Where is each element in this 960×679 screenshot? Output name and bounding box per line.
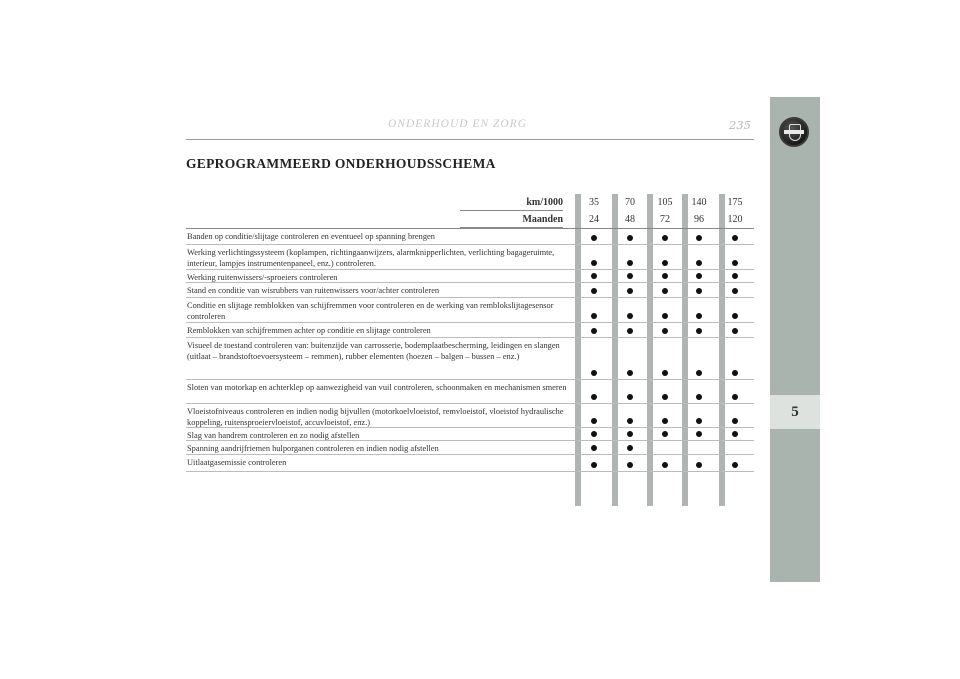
logo-bar — [784, 130, 804, 134]
check-dot-icon — [662, 260, 668, 266]
months-header-value: 48 — [625, 214, 635, 225]
check-dot-icon — [591, 431, 597, 437]
check-dot-icon — [627, 431, 633, 437]
row-description: Werking ruitenwissers/-sproeiers controleren — [187, 273, 338, 282]
table-row — [186, 380, 754, 404]
check-dot-icon — [627, 445, 633, 451]
check-dot-icon — [732, 431, 738, 437]
check-dot-icon — [732, 235, 738, 241]
check-dot-icon — [591, 235, 597, 241]
check-dot-icon — [732, 288, 738, 294]
check-dot-icon — [696, 235, 702, 241]
row-description: Sloten van motorkap en achterklep op aanwezigheid van vuil controleren, schoonmaken en mechanismen smeren — [187, 383, 567, 392]
check-dot-icon — [591, 288, 597, 294]
months-header-value: 24 — [589, 214, 599, 225]
check-dot-icon — [627, 288, 633, 294]
check-dot-icon — [591, 370, 597, 376]
header-rule — [186, 139, 754, 140]
row-description: Banden op conditie/slijtage controleren en eventueel op spanning brengen — [187, 232, 435, 241]
check-dot-icon — [591, 418, 597, 424]
row-description: Remblokken van schijfremmen achter op conditie en slijtage controleren — [187, 326, 431, 335]
chapter-tab-number: 5 — [791, 404, 799, 420]
check-dot-icon — [662, 288, 668, 294]
check-dot-icon — [662, 394, 668, 400]
page-number: 235 — [729, 118, 751, 132]
check-dot-icon — [732, 313, 738, 319]
row-description: Stand en conditie van wisrubbers van ruitenwissers voor/achter controleren — [187, 286, 440, 295]
table-row — [186, 283, 754, 298]
table-row — [186, 441, 754, 455]
check-dot-icon — [627, 313, 633, 319]
check-dot-icon — [591, 394, 597, 400]
check-dot-icon — [696, 273, 702, 279]
table-row — [186, 323, 754, 338]
table-row — [186, 245, 754, 270]
table-row — [186, 229, 754, 245]
check-dot-icon — [696, 370, 702, 376]
row-description: Slag van handrem controleren en zo nodig afstellen — [187, 431, 360, 440]
check-dot-icon — [591, 462, 597, 468]
check-dot-icon — [732, 260, 738, 266]
km-header-value: 140 — [691, 197, 707, 208]
check-dot-icon — [696, 394, 702, 400]
lancia-logo-icon — [779, 117, 809, 147]
months-header-value: 120 — [727, 214, 743, 225]
chapter-tab[interactable] — [770, 395, 820, 429]
check-dot-icon — [591, 445, 597, 451]
check-dot-icon — [627, 328, 633, 334]
table-row — [186, 270, 754, 283]
check-dot-icon — [696, 313, 702, 319]
check-dot-icon — [696, 288, 702, 294]
check-dot-icon — [627, 235, 633, 241]
row-description: Conditie en slijtage remblokken van schijfremmen voor controleren en de werking van remblokslijtagesensor controleren — [187, 301, 554, 321]
km-header-value: 35 — [589, 197, 599, 208]
check-dot-icon — [732, 418, 738, 424]
km-header-label: km/1000 — [526, 197, 563, 208]
check-dot-icon — [662, 418, 668, 424]
check-dot-icon — [591, 313, 597, 319]
table-row — [186, 428, 754, 441]
table-row — [186, 298, 754, 323]
check-dot-icon — [662, 462, 668, 468]
check-dot-icon — [696, 418, 702, 424]
check-dot-icon — [627, 462, 633, 468]
km-header — [186, 194, 754, 211]
check-dot-icon — [732, 462, 738, 468]
check-dot-icon — [732, 273, 738, 279]
row-description: Uitlaatgasemissie controleren — [187, 458, 287, 467]
check-dot-icon — [696, 328, 702, 334]
check-dot-icon — [627, 394, 633, 400]
check-dot-icon — [662, 235, 668, 241]
check-dot-icon — [662, 328, 668, 334]
check-dot-icon — [662, 313, 668, 319]
km-header-value: 105 — [657, 197, 673, 208]
check-dot-icon — [627, 370, 633, 376]
check-dot-icon — [662, 431, 668, 437]
check-dot-icon — [591, 260, 597, 266]
chapter-sidebar — [770, 97, 820, 582]
row-description: Werking verlichtingssysteem (koplampen, richtingaanwijzers, alarmknipperlichten, verlichting bagageruimte, interieur, lampjes instrumentenpaneel, enz.) controleren. — [187, 248, 555, 268]
check-dot-icon — [662, 370, 668, 376]
months-header-value: 96 — [694, 214, 704, 225]
header-title: ONDERHOUD EN ZORG — [388, 118, 528, 130]
row-description: Visueel de toestand controleren van: buitenzijde van carrosserie, bodemplaatbescherming, leidingen en slangen (uitlaat – brandstoftoevoersysteem – remmen), rubber elementen (hoezen – balgen – bussen – enz.) — [187, 341, 560, 361]
months-header-value: 72 — [660, 214, 670, 225]
row-description: Spanning aandrijfriemen hulporganen controleren en indien nodig afstellen — [187, 444, 439, 453]
check-dot-icon — [696, 462, 702, 468]
km-header-value: 70 — [625, 197, 635, 208]
check-dot-icon — [627, 418, 633, 424]
months-header — [186, 211, 754, 228]
months-header-label: Maanden — [522, 214, 563, 225]
check-dot-icon — [696, 260, 702, 266]
check-dot-icon — [696, 431, 702, 437]
check-dot-icon — [591, 328, 597, 334]
table-row — [186, 455, 754, 472]
check-dot-icon — [627, 273, 633, 279]
page-title: GEPROGRAMMEERD ONDERHOUDSSCHEMA — [186, 156, 496, 171]
check-dot-icon — [732, 370, 738, 376]
check-dot-icon — [732, 394, 738, 400]
row-description: Vloeistofniveaus controleren en indien nodig bijvullen (motorkoelvloeistof, remvloeistof, vloeistof hydraulische koppeling, ruitensproeiervloeistof, accuvloeistof, enz.) — [187, 407, 564, 427]
check-dot-icon — [732, 328, 738, 334]
check-dot-icon — [662, 273, 668, 279]
table-row — [186, 338, 754, 380]
table-row — [186, 404, 754, 428]
km-header-value: 175 — [727, 197, 743, 208]
check-dot-icon — [591, 273, 597, 279]
check-dot-icon — [627, 260, 633, 266]
